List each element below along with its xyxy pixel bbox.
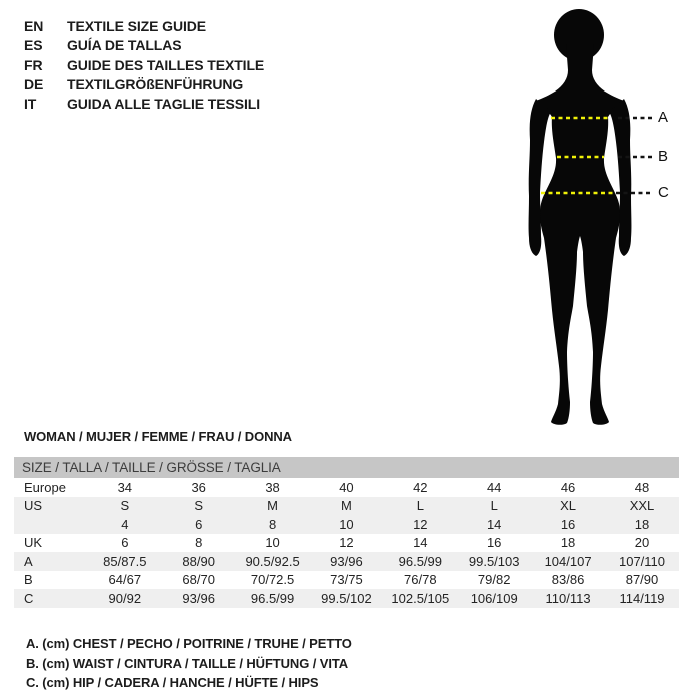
cell: 6: [195, 516, 203, 532]
language-row-en: [24, 16, 264, 36]
cell: 76/78: [404, 572, 437, 588]
language-row-fr: [24, 55, 264, 75]
cell: 93/96: [330, 553, 363, 569]
cell: 36: [191, 479, 206, 495]
cell: 18: [634, 516, 650, 532]
cell: 73/75: [330, 572, 363, 588]
cell: S: [120, 498, 130, 514]
size-table-header-row: [14, 457, 679, 478]
language-row-de: [24, 75, 264, 95]
cell: 107/110: [618, 553, 666, 569]
cell: 99.5/103: [468, 553, 520, 569]
row-label: C: [24, 590, 34, 606]
cell: 96.5/99: [250, 590, 295, 606]
cell: 10: [339, 516, 354, 532]
size-table-header: SIZE / TALLA / TAILLE / GRÖSSE / TAGLIA: [14, 457, 679, 478]
cell: L: [416, 498, 424, 514]
language-row-es: [24, 36, 264, 56]
table-row-chest: [14, 552, 679, 571]
cell: 102.5/105: [391, 590, 450, 606]
cell: 114/119: [619, 590, 665, 606]
guide-title: GUÍA DE TALLAS: [67, 37, 182, 54]
cell: L: [490, 498, 498, 514]
cell: 14: [413, 535, 428, 551]
cell: 4: [121, 516, 129, 532]
guide-title: GUIDE DES TAILLES TEXTILE: [67, 56, 265, 73]
cell: 106/109: [470, 590, 518, 606]
size-table: [14, 457, 679, 608]
table-row-us: [14, 497, 679, 516]
woman-silhouette: [505, 8, 655, 430]
legend-waist: B. (cm) WAIST / CINTURA / TAILLE / HÜFTUNG / VITA: [26, 655, 349, 671]
guide-title: GUIDA ALLE TAGLIE TESSILI: [67, 95, 260, 112]
language-code: DE: [24, 76, 44, 93]
table-row-europe: [14, 478, 679, 497]
cell: S: [194, 498, 204, 514]
cell: 110/113: [545, 590, 591, 606]
cell: 38: [265, 479, 280, 495]
marker-label-hip: C: [658, 184, 669, 201]
row-label: UK: [24, 535, 43, 551]
language-code: IT: [24, 95, 37, 112]
guide-title: TEXTILE SIZE GUIDE: [67, 17, 206, 34]
cell: 44: [486, 479, 502, 495]
cell: 48: [634, 479, 650, 495]
cell: 12: [339, 535, 354, 551]
cell: 90.5/92.5: [245, 553, 300, 569]
row-label: B: [24, 572, 33, 588]
row-label: US: [24, 498, 43, 514]
language-title-list: [24, 16, 264, 114]
language-code: ES: [24, 37, 43, 54]
legend-chest: A. (cm) CHEST / PECHO / POITRINE / TRUHE / PETTO: [26, 636, 352, 651]
measurement-figure: [505, 8, 700, 432]
cell: 93/96: [182, 590, 215, 606]
cell: 6: [121, 535, 129, 551]
cell: 14: [486, 516, 502, 532]
cell: 85/87.5: [103, 553, 147, 569]
cell: 104/107: [544, 553, 592, 569]
cell: 68/70: [182, 572, 215, 588]
cell: 12: [413, 516, 428, 532]
cell: M: [341, 498, 352, 514]
cell: 34: [117, 479, 133, 495]
cell: 79/82: [477, 572, 511, 588]
cell: 8: [195, 535, 203, 551]
table-row-us-numeric: [14, 515, 679, 534]
cell: 90/92: [108, 590, 142, 606]
cell: M: [267, 498, 278, 514]
row-label: A: [24, 553, 33, 569]
table-row-hip: [14, 589, 679, 608]
cell: 10: [265, 535, 280, 551]
language-code: FR: [24, 56, 43, 73]
row-label: Europe: [24, 479, 66, 495]
measurement-legend: [26, 634, 352, 693]
cell: 70/72.5: [250, 572, 295, 588]
cell: 96.5/99: [398, 553, 442, 569]
section-title-woman: WOMAN / MUJER / FEMME / FRAU / DONNA: [24, 429, 292, 444]
table-row-uk: [14, 534, 679, 553]
cell: 16: [486, 535, 502, 551]
language-row-it: [24, 94, 264, 114]
cell: 16: [560, 516, 576, 532]
row-label: [14, 515, 88, 534]
cell: 18: [560, 535, 576, 551]
cell: 99.5/102: [321, 590, 372, 606]
marker-label-chest: A: [658, 109, 669, 126]
language-code: EN: [24, 17, 44, 34]
cell: 87/90: [625, 572, 659, 588]
cell: XXL: [629, 498, 655, 514]
cell: 83/86: [551, 572, 585, 588]
cell: 42: [413, 479, 428, 495]
table-row-waist: [14, 571, 679, 590]
cell: 88/90: [182, 553, 215, 569]
cell: 64/67: [108, 572, 142, 588]
guide-title: TEXTILGRÖßENFÜHRUNG: [67, 76, 244, 93]
cell: 20: [634, 535, 650, 551]
marker-label-waist: B: [658, 148, 669, 165]
cell: 46: [560, 479, 576, 495]
cell: 40: [339, 479, 354, 495]
cell: 8: [268, 516, 277, 532]
cell: XL: [560, 498, 577, 514]
legend-hip: C. (cm) HIP / CADERA / HANCHE / HÜFTE / HIPS: [26, 675, 319, 690]
